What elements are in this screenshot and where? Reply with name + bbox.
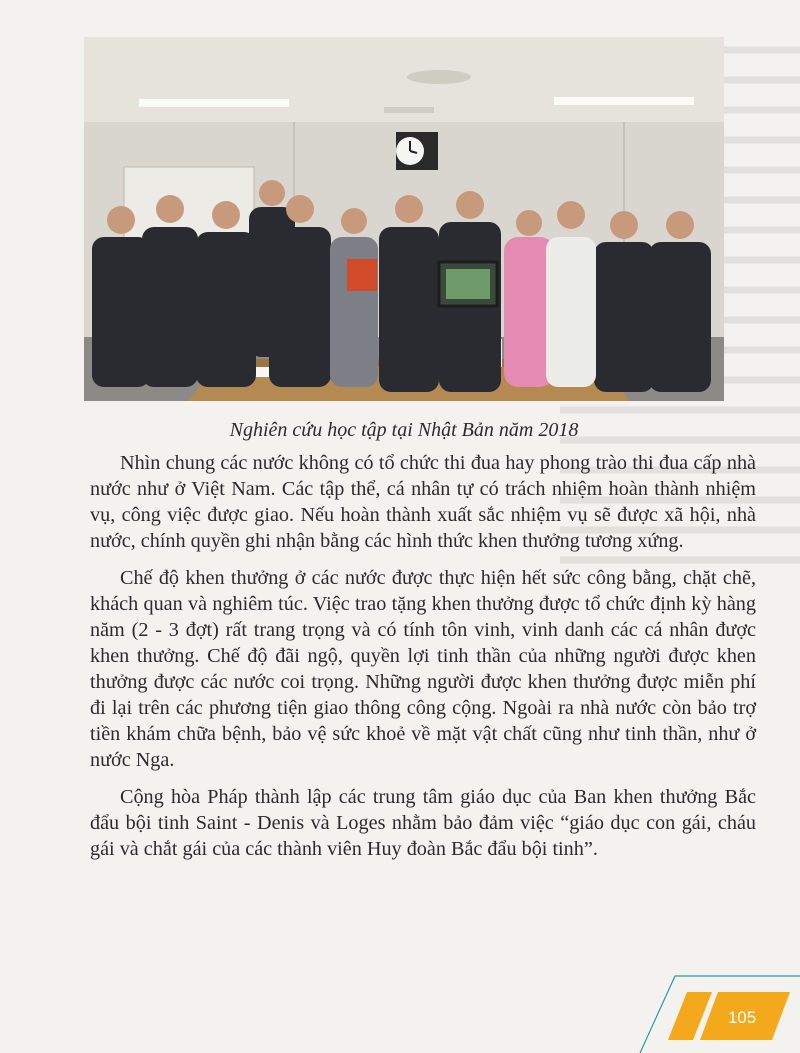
paragraph-3: Cộng hòa Pháp thành lập các trung tâm giáo dục của Ban khen thưởng Bắc đẩu bội tinh Saint - Denis và Loges nhằm bảo đảm việc “giáo dục con gái, cháu gái và chắt gái của các thành viên Huy đoàn Bắc đẩu bội tinh”.: [90, 786, 756, 860]
body-text: [90, 450, 756, 873]
page-number: 105: [727, 1008, 757, 1027]
paragraph-2: Chế độ khen thưởng ở các nước được thực hiện hết sức công bằng, chặt chẽ, khách quan và nghiêm túc. Việc trao tặng khen thưởng được tổ chức định kỳ hàng năm (2 - 3 đợt) rất trang trọng và có tính tôn vinh, vinh danh các cá nhân được khen thưởng. Chế độ đãi ngộ, quyền lợi tinh thần của những người được khen thưởng được các nước coi trọng. Những người được khen thưởng được miễn phí đi lại trên các phương tiện giao thông công cộng. Ngoài ra nhà nước còn bảo trợ tiền khám chữa bệnh, bảo vệ sức khoẻ về mặt vật chất cũng như tinh thần, như ở nước Nga.: [90, 567, 756, 771]
group-photo: [84, 37, 724, 401]
photo-caption: Nghiên cứu học tập tại Nhật Bản năm 2018: [229, 419, 579, 441]
paragraph-1: Nhìn chung các nước không có tổ chức thi đua hay phong trào thi đua cấp nhà nước như ở Việt Nam. Các tập thể, cá nhân tự có trách nhiệm hoàn thành nhiệm vụ, công việc được giao. Nếu hoàn thành xuất sắc nhiệm vụ sẽ được xã hội, nhà nước, chính quyền ghi nhận bằng các hình thức khen thưởng tương xứng.: [90, 452, 756, 552]
